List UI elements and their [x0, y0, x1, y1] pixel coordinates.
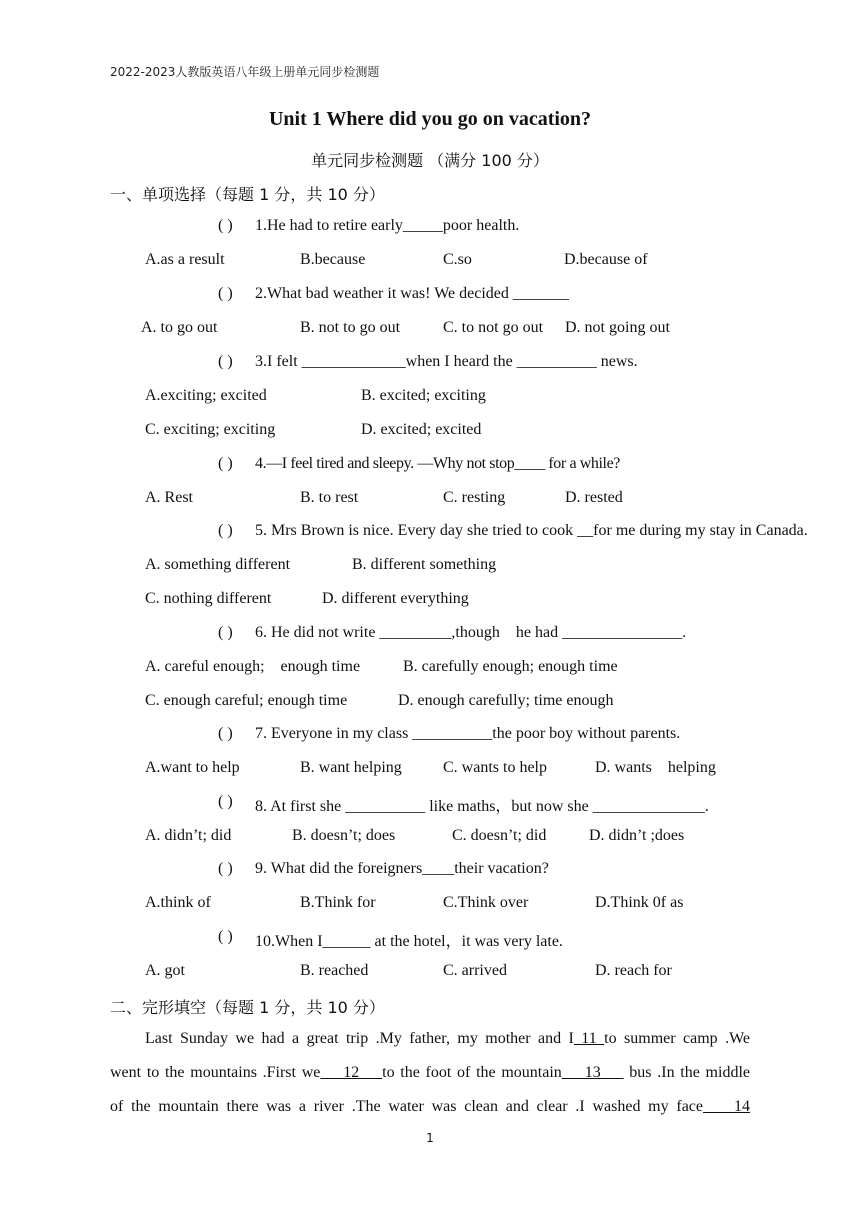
option-a: A. careful enough; enough time	[145, 658, 361, 675]
passage-line-3	[110, 1090, 750, 1124]
option-b: B. carefully enough; enough time	[403, 658, 618, 675]
option-d: D. reach for	[595, 962, 672, 979]
option-c: C. enough careful; enough time	[145, 692, 348, 709]
blank-13: 13	[561, 1064, 624, 1081]
option-d: D.because of	[564, 251, 648, 268]
option-c: C.so	[443, 251, 472, 268]
option-b: B. excited; exciting	[361, 387, 486, 404]
option-a: A. didn’t; did	[145, 827, 232, 844]
page-title: Unit 1 Where did you go on vacation?	[268, 108, 592, 130]
option-c: C. resting	[443, 489, 506, 506]
section-heading-cloze: 二、完形填空（每题 1 分，共 10 分）	[110, 998, 385, 1017]
option-a: A.exciting; excited	[145, 387, 267, 404]
answer-blank: ( )	[218, 725, 233, 742]
option-c: C. nothing different	[145, 590, 272, 607]
question-text: 3.I felt _____________when I heard the __________ news.	[255, 353, 638, 370]
option-b: B. to rest	[300, 489, 359, 506]
blank-12: 12	[320, 1064, 383, 1081]
option-a: A. to go out	[141, 319, 218, 336]
option-d: D. excited; excited	[361, 421, 482, 438]
option-d: D. enough carefully; time enough	[398, 692, 614, 709]
option-d: D. not going out	[565, 319, 670, 336]
section-heading-single-choice: 一、单项选择（每题 1 分，共 10 分）	[110, 185, 385, 204]
answer-blank: ( )	[218, 285, 233, 302]
option-c: C.Think over	[443, 894, 529, 911]
option-a: A. something different	[145, 556, 291, 573]
question-text: 7. Everyone in my class __________the poor boy without parents.	[255, 725, 681, 742]
passage-line-2	[110, 1056, 750, 1090]
page-subtitle: 单元同步检测题 （满分 100 分）	[311, 151, 549, 170]
answer-blank: ( )	[218, 928, 233, 945]
option-c: C. to not go out	[443, 319, 544, 336]
option-a: A.think of	[145, 894, 211, 911]
answer-blank: ( )	[218, 217, 233, 234]
answer-blank: ( )	[218, 522, 233, 539]
answer-blank: ( )	[218, 860, 233, 877]
option-c: C. wants to help	[443, 759, 547, 776]
option-d: D. wants helping	[595, 759, 716, 776]
question-text: 6. He did not write _________,though he had _______________.	[255, 624, 687, 641]
page-header: 2022-2023人教版英语八年级上册单元同步检测题	[110, 65, 380, 79]
option-c: C. arrived	[443, 962, 507, 979]
option-b: B. reached	[300, 962, 369, 979]
option-b: B. want helping	[300, 759, 402, 776]
page-number: 1	[426, 1131, 434, 1145]
option-d: D. didn’t ;does	[589, 827, 685, 844]
answer-blank: ( )	[218, 455, 233, 472]
question-text: 10.When I______ at the hotel，it was very late.	[255, 933, 563, 950]
passage-text: of the mountain there was a river .The water was clean and clear .I washed my face	[110, 1098, 704, 1115]
question-text: 4.—I feel tired and sleepy. —Why not stop____ for a while?	[255, 455, 620, 472]
answer-blank: ( )	[218, 624, 233, 641]
option-d: D. different everything	[322, 590, 469, 607]
option-a: A.want to help	[145, 759, 240, 776]
question-text: 5. Mrs Brown is nice. Every day she tried to cook __for me during my stay in Canada.	[255, 522, 808, 539]
option-b: B.because	[300, 251, 366, 268]
answer-blank: ( )	[218, 793, 233, 810]
cloze-passage	[110, 1022, 750, 1124]
blank-11: 11	[573, 1030, 605, 1047]
passage-text: to the foot of the mountain	[382, 1064, 562, 1081]
option-c: C. exciting; exciting	[145, 421, 276, 438]
option-a: A. got	[145, 962, 185, 979]
passage-text: went to the mountains .First we	[110, 1064, 321, 1081]
passage-line-1	[110, 1022, 750, 1056]
question-text: 8. At first she __________ like maths，but now she ______________.	[255, 798, 709, 815]
option-c: C. doesn’t; did	[452, 827, 547, 844]
blank-14: 14	[703, 1098, 750, 1115]
question-text: 2.What bad weather it was! We decided _______	[255, 285, 569, 302]
question-text: 1.He had to retire early_____poor health.	[255, 217, 520, 234]
option-d: D.Think 0f as	[595, 894, 684, 911]
option-b: B.Think for	[300, 894, 376, 911]
option-a: A.as a result	[145, 251, 225, 268]
question-text: 9. What did the foreigners____their vacation?	[255, 860, 549, 877]
option-a: A. Rest	[145, 489, 193, 506]
answer-blank: ( )	[218, 353, 233, 370]
option-b: B. not to go out	[300, 319, 401, 336]
option-d: D. rested	[565, 489, 623, 506]
option-b: B. doesn’t; does	[292, 827, 396, 844]
passage-text: bus .In the middle	[623, 1064, 750, 1081]
passage-text: to summer camp .We	[604, 1030, 751, 1047]
option-b: B. different something	[352, 556, 497, 573]
passage-text: Last Sunday we had a great trip .My father, my mother and I	[145, 1030, 574, 1047]
